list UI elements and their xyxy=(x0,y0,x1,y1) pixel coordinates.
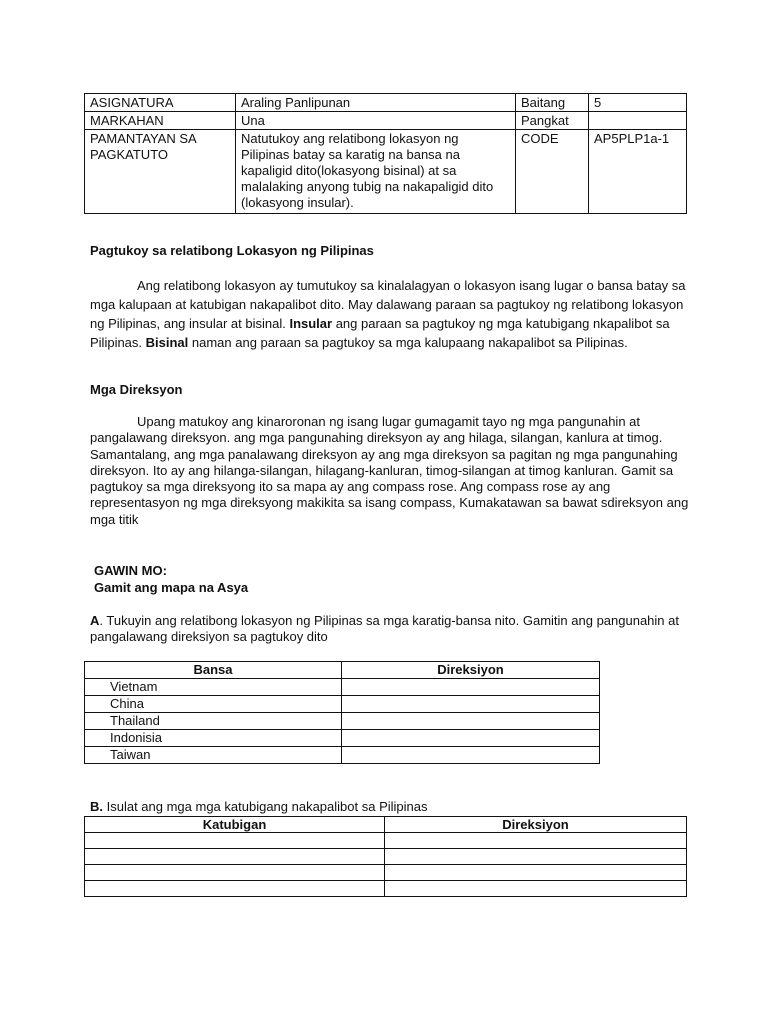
answer-cell[interactable] xyxy=(85,881,385,897)
country-cell: Vietnam xyxy=(85,679,342,696)
table-row xyxy=(85,130,687,214)
answer-cell[interactable] xyxy=(342,679,600,696)
answer-cell[interactable] xyxy=(385,849,687,865)
table-row xyxy=(85,696,600,713)
answer-cell[interactable] xyxy=(342,696,600,713)
section2-paragraph: Upang matukoy ang kinaroronan ng isang lugar gumagamit tayo ng mga pangunahin at pangalawang direksyon. ang mga pangunahing direksyon ay ang hilaga, silangan, kanlura at timog. Samantalang, ang mga panalawang direksyon ay ang mga direksyon sa pagitan ng mga pangunahing direksyon. Ito ay ang hilanga-silangan, hilagang-kanluran, timog-silangan at timog kanluran. Gamit sa pagtukoy sa mga direksyong ito sa mapa ay ang compass rose. Ang compass rose ay ang representasyon ng mga direksyong makikita sa isang compass, Kumakatawan sa bawat sdireksyon ang mga titik xyxy=(90,414,689,527)
table-header-row xyxy=(85,817,687,833)
grade-label: Baitang xyxy=(516,94,589,112)
part-a-letter: A xyxy=(90,613,100,628)
subject-value: Araling Panlipunan xyxy=(236,94,516,112)
table-row xyxy=(85,730,600,747)
grade-value: 5 xyxy=(589,94,687,112)
section1-text-b: ang paraan sa pagtukoy ng mga katubigang nkapalibot sa Pilipinas. xyxy=(90,316,670,350)
table-row xyxy=(85,833,687,849)
table-header-row xyxy=(85,662,600,679)
country-cell: Thailand xyxy=(85,713,342,730)
section1-text-c: naman ang paraan sa pagtukoy sa mga kalupaang nakapalibot sa Pilipinas. xyxy=(188,335,628,350)
quarter-value: Una xyxy=(236,112,516,130)
header-table xyxy=(84,93,687,214)
column-header-bansa: Bansa xyxy=(85,662,342,679)
answer-cell[interactable] xyxy=(342,713,600,730)
section-label: Pangkat xyxy=(516,112,589,130)
bisinal-term: Bisinal xyxy=(145,335,189,350)
column-header-direksiyon: Direksiyon xyxy=(342,662,600,679)
section2-title: Mga Direksyon xyxy=(90,382,183,397)
table-part-b xyxy=(84,816,687,897)
table-row xyxy=(85,679,600,696)
table-row xyxy=(85,849,687,865)
table-row xyxy=(85,94,687,112)
code-value: AP5PLP1a-1 xyxy=(589,130,687,214)
activity-subtitle: Gamit ang mapa na Asya xyxy=(94,580,249,595)
table-row xyxy=(85,112,687,130)
subject-label: ASIGNATURA xyxy=(85,94,236,112)
answer-cell[interactable] xyxy=(385,833,687,849)
answer-cell[interactable] xyxy=(85,849,385,865)
activity-title: GAWIN MO: xyxy=(94,563,167,578)
table-row xyxy=(85,747,600,764)
country-cell: Taiwan xyxy=(85,747,342,764)
part-a-text: . Tukuyin ang relatibong lokasyon ng Pilipinas sa mga karatig-bansa nito. Gamitin ang pangunahin at pangalawang direksiyon sa pagtukoy dito xyxy=(90,613,679,644)
table-row xyxy=(85,881,687,897)
part-b-letter: B. xyxy=(90,799,103,814)
standard-value: Natutukoy ang relatibong lokasyon ng Pilipinas batay sa karatig na bansa na kapaligid dito(lokasyong bisinal) at sa malalaking anyong tubig na nakapaligid dito (lokasyong insular). xyxy=(236,130,516,214)
table-row xyxy=(85,713,600,730)
part-a-instruction xyxy=(90,613,690,645)
answer-cell[interactable] xyxy=(342,747,600,764)
quarter-label: MARKAHAN xyxy=(85,112,236,130)
part-b-text: Isulat ang mga mga katubigang nakapalibot sa Pilipinas xyxy=(103,799,428,814)
answer-cell[interactable] xyxy=(342,730,600,747)
section1-text-a: Ang relatibong lokasyon ay tumutukoy sa kinalalagyan o lokasyon isang lugar o bansa batay sa mga kalupaan at katubigan nakapalibot dito. May dalawang paraan sa pagtukoy ng relatibong lokasyon ng Pilipinas, ang insular at bisinal. xyxy=(90,278,686,331)
answer-cell[interactable] xyxy=(385,881,687,897)
country-cell: Indonisia xyxy=(85,730,342,747)
insular-term: Insular xyxy=(289,316,333,331)
section-value xyxy=(589,112,687,130)
section1-title: Pagtukoy sa relatibong Lokasyon ng Pilipinas xyxy=(90,243,374,258)
column-header-katubigan: Katubigan xyxy=(85,817,385,833)
country-cell: China xyxy=(85,696,342,713)
table-part-a xyxy=(84,661,600,764)
code-label: CODE xyxy=(516,130,589,214)
part-b-instruction xyxy=(90,799,690,815)
standard-label: PAMANTAYAN SA PAGKATUTO xyxy=(85,130,236,214)
table-row xyxy=(85,865,687,881)
answer-cell[interactable] xyxy=(385,865,687,881)
section1-paragraph xyxy=(90,276,690,352)
answer-cell[interactable] xyxy=(85,865,385,881)
answer-cell[interactable] xyxy=(85,833,385,849)
column-header-direksiyon: Direksiyon xyxy=(385,817,687,833)
